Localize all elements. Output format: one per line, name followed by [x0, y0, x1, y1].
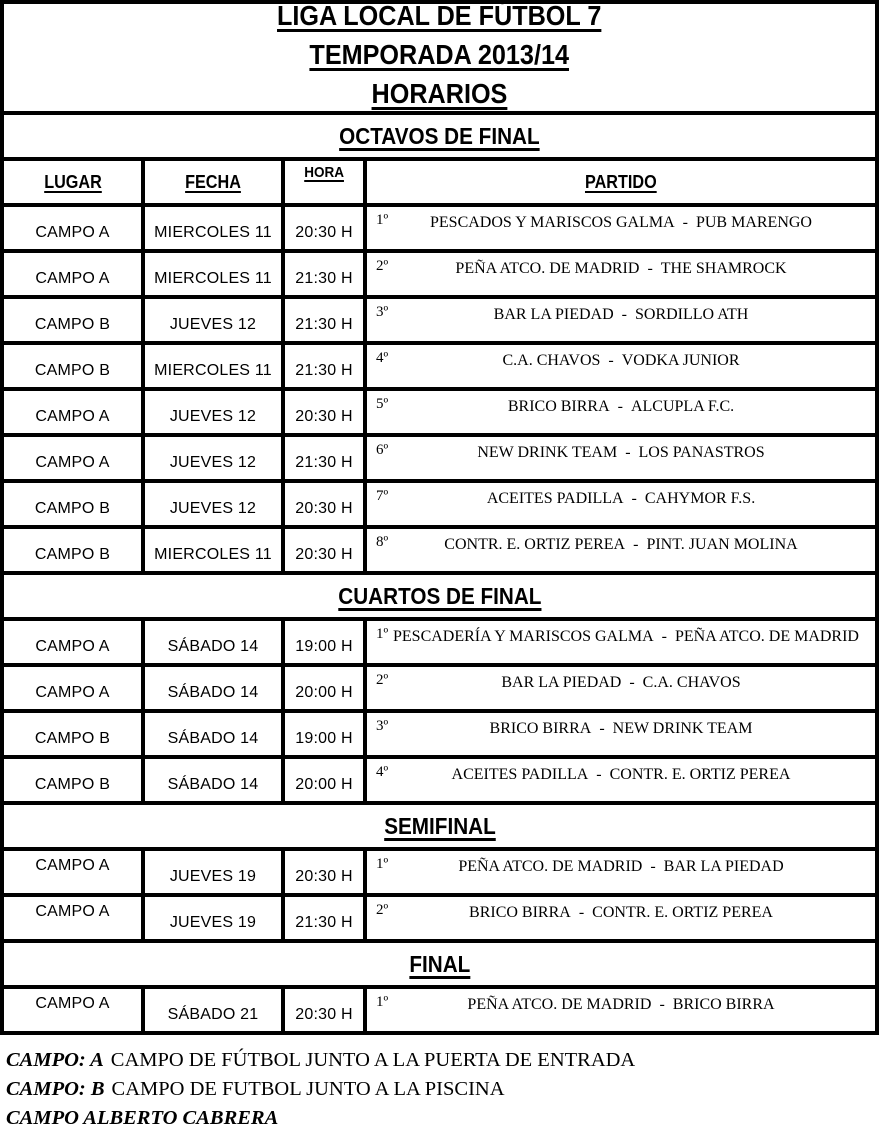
- partido-cell: [367, 897, 875, 939]
- hora-cell: 20:30 H: [285, 207, 367, 249]
- hora-cell: 21:30 H: [285, 253, 367, 295]
- match-teams: PESCADOS Y MARISCOS GALMA - PUB MARENGO: [430, 214, 812, 231]
- fecha-cell: JUEVES 12: [145, 299, 285, 341]
- match-row: [4, 621, 875, 667]
- match-row: [4, 989, 875, 1035]
- match-teams: NEW DRINK TEAM - LOS PANASTROS: [477, 444, 765, 461]
- lugar-column-header-cell: [4, 161, 145, 203]
- match-teams: CONTR. E. ORTIZ PEREA - PINT. JUAN MOLINA: [444, 536, 798, 553]
- hora-column-header: HORA: [304, 164, 344, 181]
- note-campo-b-label: CAMPO: B: [6, 1078, 105, 1100]
- note-campo-name: [6, 1104, 879, 1133]
- lugar-cell: CAMPO A: [4, 391, 145, 433]
- match-row: [4, 391, 875, 437]
- note-campo-b: [6, 1075, 879, 1104]
- match-number: 7º: [376, 488, 389, 504]
- partido-cell: [367, 253, 875, 295]
- match-number: 4º: [376, 350, 389, 366]
- match-number: 1º: [376, 856, 389, 872]
- fecha-cell: SÁBADO 21: [145, 989, 285, 1031]
- section-header-row: [4, 943, 875, 989]
- partido-cell: [367, 529, 875, 571]
- match-teams: PESCADERÍA Y MARISCOS GALMA - PEÑA ATCO. DE MADRID: [393, 628, 859, 645]
- fecha-cell: JUEVES 12: [145, 483, 285, 525]
- note-campo-b-text: CAMPO DE FUTBOL JUNTO A LA PISCINA: [111, 1078, 505, 1100]
- match-number: 8º: [376, 534, 389, 550]
- fecha-cell: JUEVES 19: [145, 851, 285, 893]
- match-row: [4, 345, 875, 391]
- hora-cell: 20:30 H: [285, 851, 367, 893]
- lugar-cell: CAMPO A: [4, 897, 145, 939]
- hora-cell: 20:00 H: [285, 667, 367, 709]
- fecha-cell: SÁBADO 14: [145, 713, 285, 755]
- partido-column-header: PARTIDO: [585, 171, 657, 192]
- partido-cell: [367, 759, 875, 801]
- match-number: 1º: [376, 626, 389, 642]
- section-title: FINAL: [409, 950, 470, 977]
- section-title: CUARTOS DE FINAL: [337, 582, 542, 609]
- lugar-cell: CAMPO B: [4, 483, 145, 525]
- fecha-cell: MIERCOLES 11: [145, 253, 285, 295]
- match-teams: ACEITES PADILLA - CAHYMOR F.S.: [486, 490, 756, 507]
- match-row: [4, 759, 875, 805]
- note-campo-a: [6, 1046, 879, 1075]
- hora-cell: 20:30 H: [285, 989, 367, 1031]
- lugar-cell: CAMPO A: [4, 253, 145, 295]
- match-number: 1º: [376, 212, 389, 228]
- partido-cell: [367, 345, 875, 387]
- fecha-cell: MIERCOLES 11: [145, 529, 285, 571]
- lugar-cell: CAMPO A: [4, 437, 145, 479]
- match-number: 2º: [376, 902, 389, 918]
- fecha-cell: JUEVES 12: [145, 391, 285, 433]
- match-teams: BAR LA PIEDAD - C.A. CHAVOS: [501, 674, 741, 691]
- fecha-cell: SÁBADO 14: [145, 621, 285, 663]
- match-row: [4, 437, 875, 483]
- partido-cell: [367, 667, 875, 709]
- match-number: 1º: [376, 994, 389, 1010]
- lugar-cell: CAMPO B: [4, 759, 145, 801]
- hora-cell: 20:00 H: [285, 759, 367, 801]
- partido-cell: [367, 989, 875, 1031]
- hora-cell: 21:30 H: [285, 437, 367, 479]
- league-title-line: [259, 0, 619, 38]
- match-teams: BRICO BIRRA - NEW DRINK TEAM: [489, 720, 753, 737]
- match-teams: C.A. CHAVOS - VODKA JUNIOR: [502, 352, 740, 369]
- note-campo-name-label: CAMPO ALBERTO CABRERA: [6, 1107, 279, 1129]
- match-teams: BRICO BIRRA - CONTR. E. ORTIZ PEREA: [469, 904, 773, 921]
- lugar-cell: CAMPO B: [4, 345, 145, 387]
- lugar-cell: CAMPO A: [4, 621, 145, 663]
- match-row: [4, 851, 875, 897]
- match-number: 6º: [376, 442, 389, 458]
- lugar-cell: CAMPO A: [4, 207, 145, 249]
- partido-cell: [367, 391, 875, 433]
- season-title: TEMPORADA 2013/14: [309, 39, 570, 70]
- match-number: 2º: [376, 258, 389, 274]
- fecha-cell: MIERCOLES 11: [145, 207, 285, 249]
- lugar-column-header: LUGAR: [43, 171, 102, 192]
- section-title: OCTAVOS DE FINAL: [339, 122, 540, 149]
- match-row: [4, 253, 875, 299]
- hora-cell: 21:30 H: [285, 897, 367, 939]
- match-number: 2º: [376, 672, 389, 688]
- section-title: SEMIFINAL: [383, 812, 496, 839]
- match-teams: ACEITES PADILLA - CONTR. E. ORTIZ PEREA: [451, 766, 791, 783]
- partido-cell: [367, 713, 875, 755]
- hora-cell: 20:30 H: [285, 391, 367, 433]
- section-header-row: [4, 805, 875, 851]
- league-title: LIGA LOCAL DE FÚTBOL 7: [277, 0, 602, 31]
- partido-cell: [367, 437, 875, 479]
- match-number: 5º: [376, 396, 389, 412]
- fecha-cell: SÁBADO 14: [145, 667, 285, 709]
- schedule-table: [0, 115, 879, 1035]
- column-header-row: [4, 161, 875, 207]
- match-number: 3º: [376, 304, 389, 320]
- partido-column-header-cell: [367, 161, 875, 203]
- document-header: [0, 0, 879, 115]
- hora-cell: 19:00 H: [285, 621, 367, 663]
- match-teams: PEÑA ATCO. DE MADRID - BRICO BIRRA: [467, 996, 775, 1013]
- fecha-cell: JUEVES 19: [145, 897, 285, 939]
- hora-cell: 20:30 H: [285, 529, 367, 571]
- match-teams: PEÑA ATCO. DE MADRID - THE SHAMROCK: [455, 260, 787, 277]
- fecha-column-header-cell: [145, 161, 285, 203]
- lugar-cell: CAMPO A: [4, 667, 145, 709]
- partido-cell: [367, 621, 875, 663]
- lugar-cell: CAMPO B: [4, 299, 145, 341]
- section-header-row: [4, 575, 875, 621]
- note-campo-a-text: CAMPO DE FÚTBOL JUNTO A LA PUERTA DE ENTRADA: [110, 1049, 636, 1071]
- partido-cell: [367, 483, 875, 525]
- match-row: [4, 207, 875, 253]
- match-row: [4, 897, 875, 943]
- hora-cell: 19:00 H: [285, 713, 367, 755]
- partido-cell: [367, 299, 875, 341]
- match-row: [4, 529, 875, 575]
- fecha-column-header: FECHA: [185, 171, 241, 192]
- partido-cell: [367, 851, 875, 893]
- lugar-cell: CAMPO B: [4, 529, 145, 571]
- lugar-cell: CAMPO A: [4, 851, 145, 893]
- fecha-cell: SÁBADO 14: [145, 759, 285, 801]
- match-teams: PEÑA ATCO. DE MADRID - BAR LA PIEDAD: [458, 858, 784, 875]
- match-row: [4, 713, 875, 759]
- partido-cell: [367, 207, 875, 249]
- hora-cell: 21:30 H: [285, 345, 367, 387]
- fecha-cell: JUEVES 12: [145, 437, 285, 479]
- hora-cell: 21:30 H: [285, 299, 367, 341]
- note-campo-a-label: CAMPO: A: [6, 1049, 104, 1071]
- match-row: [4, 667, 875, 713]
- match-number: 4º: [376, 764, 389, 780]
- hora-column-header-cell: [285, 161, 367, 203]
- match-teams: BAR LA PIEDAD - SORDILLO ATH: [493, 306, 749, 323]
- match-teams: BRICO BIRRA - ALCUPLA F.C.: [507, 398, 735, 415]
- match-row: [4, 299, 875, 345]
- match-row: [4, 483, 875, 529]
- fecha-cell: MIERCOLES 11: [145, 345, 285, 387]
- lugar-cell: CAMPO B: [4, 713, 145, 755]
- section-header-row: [4, 115, 875, 161]
- lugar-cell: CAMPO A: [4, 989, 145, 1031]
- season-title-line: [295, 38, 583, 77]
- field-notes: [6, 1046, 879, 1133]
- hora-cell: 20:30 H: [285, 483, 367, 525]
- horarios-title: HORARIOS: [371, 78, 508, 109]
- match-number: 3º: [376, 718, 389, 734]
- horarios-title-line: [364, 77, 515, 116]
